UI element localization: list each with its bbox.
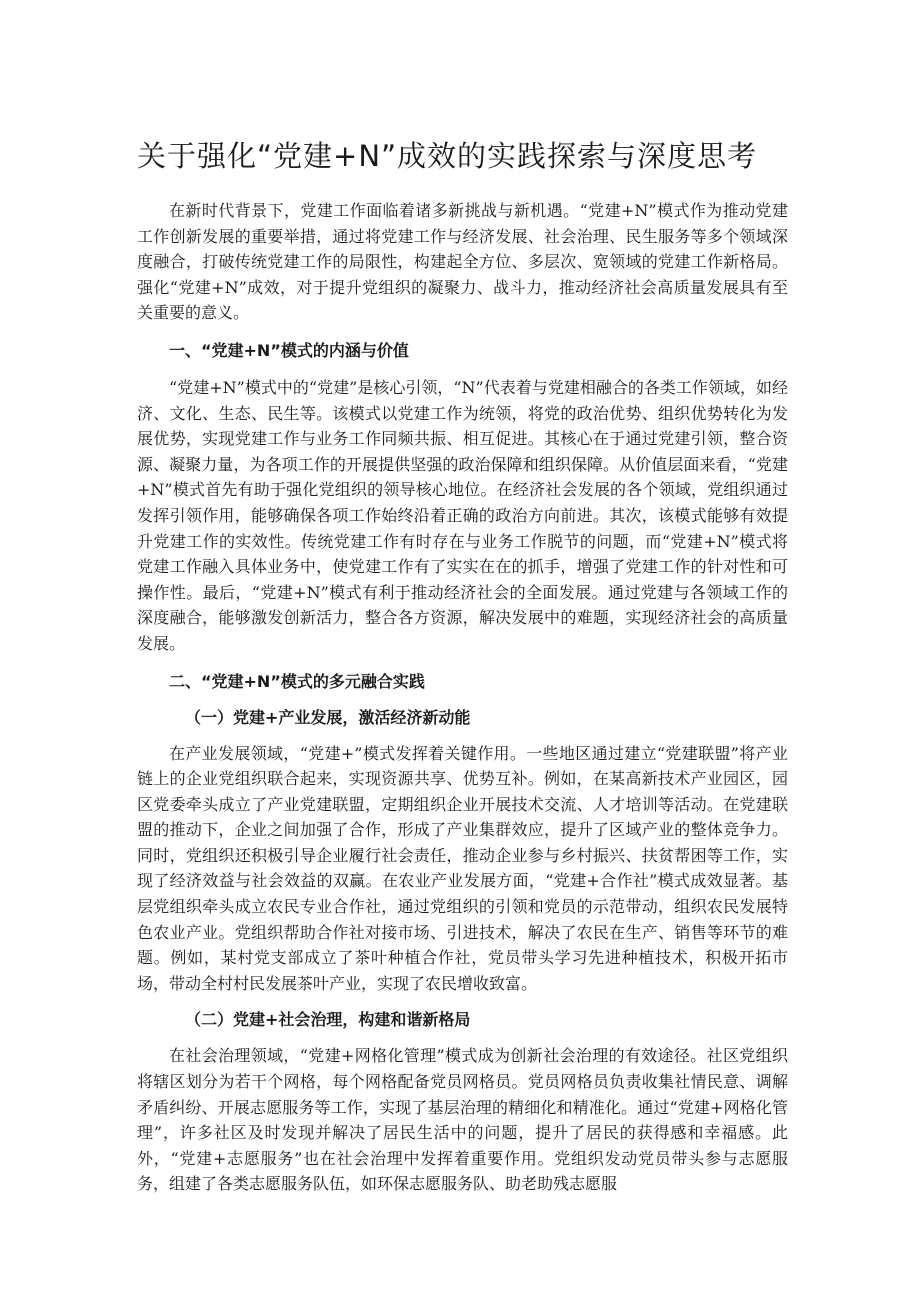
subsection-2-2-paragraph: 在社会治理领域，“党建+网格化管理”模式成为创新社会治理的有效途径。社区党组织将辖区划分为若干个网格，每个网格配备党员网格员。党员网格员负责收集社情民意、调解矛盾纠纷、开展志愿服务等工作，实现了基层治理的精细化和精准化。通过“党建+网格化管理”，许多社区及时发现并解决了居民生活中的问题，提升了居民的获得感和幸福感。此外，“党建+志愿服务”也在社会治理中发挥着重要作用。党组织发动党员带头参与志愿服务，组建了各类志愿服务队伍，如环保志愿服务队、助老助残志愿服: [137, 1046, 788, 1194]
subsection-2-1-heading: （一）党建+产业发展，激活经济新动能: [185, 707, 471, 727]
section-2-heading: 二、“党建+N”模式的多元融合实践: [169, 671, 425, 691]
document-title: 关于强化“党建+N”成效的实践探索与深度思考: [137, 139, 758, 173]
section-1-heading: 一、“党建+N”模式的内涵与价值: [169, 340, 409, 360]
subsection-2-1-paragraph: 在产业发展领域，“党建+”模式发挥着关键作用。一些地区通过建立“党建联盟”将产业链上的企业党组织联合起来，实现资源共享、优势互补。例如，在某高新技术产业园区，园区党委牵头成立了产业党建联盟，定期组织企业开展技术交流、人才培训等活动。在党建联盟的推动下，企业之间加强了合作，形成了产业集群效应，提升了区域产业的整体竞争力。同时，党组织还积极引导企业履行社会责任，推动企业参与乡村振兴、扶贫帮困等工作，实现了经济效益与社会效益的双赢。在农业产业发展方面，“党建+合作社”模式成效显著。基层党组织牵头成立农民专业合作社，通过党组织的引领和党员的示范带动，组织农民发展特色农业产业。党组织帮助合作社对接市场、引进技术，解决了农民在生产、销售等环节的难题。例如，某村党支部成立了茶叶种植合作社，党员带头学习先进种植技术，积极开拓市场，带动全村村民发展茶叶产业，实现了农民增收致富。: [137, 743, 788, 993]
subsection-2-2-heading: （二）党建+社会治理，构建和谐新格局: [185, 1010, 471, 1030]
section-1-paragraph: “党建+N”模式中的“党建”是核心引领，“N”代表着与党建相融合的各类工作领域，如经济、文化、生态、民生等。该模式以党建工作为统领，将党的政治优势、组织优势转化为发展优势，实现党建工作与业务工作同频共振、相互促进。其核心在于通过党建引领，整合资源、凝聚力量，为各项工作的开展提供坚强的政治保障和组织保障。从价值层面来看，“党建+N”模式首先有助于强化党组织的领导核心地位。在经济社会发展的各个领域，党组织通过发挥引领作用，能够确保各项工作始终沿着正确的政治方向前进。其次，该模式能够有效提升党建工作的实效性。传统党建工作有时存在与业务工作脱节的问题，而“党建+N”模式将党建工作融入具体业务中，使党建工作有了实实在在的抓手，增强了党建工作的针对性和可操作性。最后，“党建+N”模式有利于推动经济社会的全面发展。通过党建与各领域工作的深度融合，能够激发创新活力，整合各方资源，解决发展中的难题，实现经济社会的高质量发展。: [137, 377, 788, 653]
intro-paragraph: 在新时代背景下，党建工作面临着诸多新挑战与新机遇。“党建+N”模式作为推动党建工作创新发展的重要举措，通过将党建工作与经济发展、社会治理、民生服务等多个领域深度融合，打破传统党建工作的局限性，构建起全方位、多层次、宽领域的党建工作新格局。强化“党建+N”成效，对于提升党组织的凝聚力、战斗力，推动经济社会高质量发展具有至关重要的意义。: [137, 201, 788, 323]
